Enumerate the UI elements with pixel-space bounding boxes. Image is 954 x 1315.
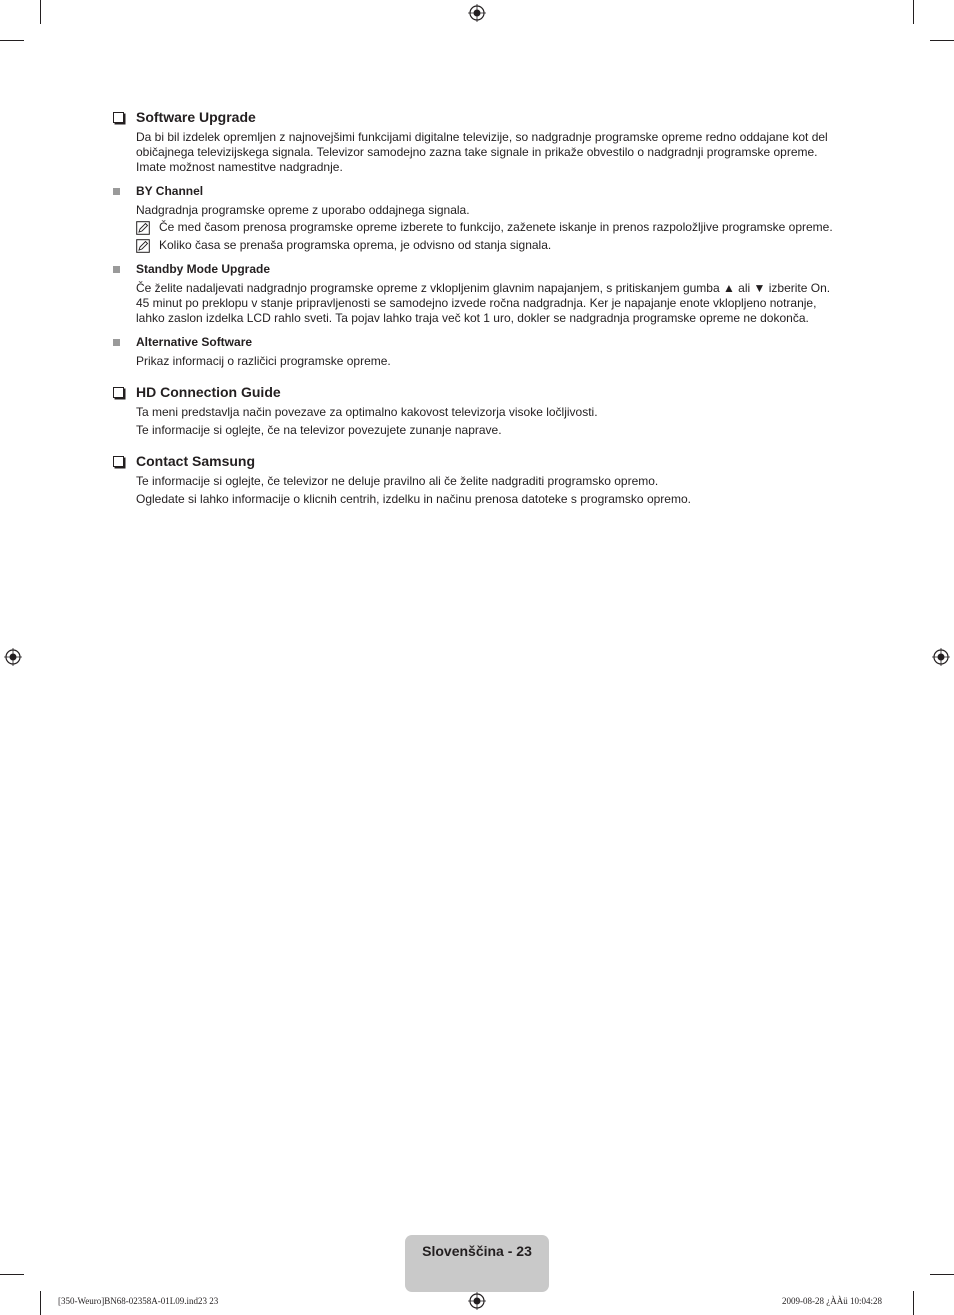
- section-title: Contact Samsung: [136, 453, 256, 469]
- square-outline-bullet-icon: [113, 456, 124, 467]
- section-heading-hd-connection-guide: [110, 383, 845, 401]
- crop-mark-bottom-left-v: [40, 1291, 41, 1315]
- registration-mark-icon: [932, 648, 950, 666]
- square-outline-bullet-icon: [113, 387, 124, 398]
- section-line: Ta meni predstavlja način povezave za optimalno kakovost televizorja visoke ločljivosti.: [136, 405, 598, 419]
- section-heading-software-upgrade: [110, 108, 845, 126]
- note-item: [136, 220, 845, 235]
- crop-mark-top-right-h: [930, 40, 954, 41]
- note-text: Če med časom prenosa programske opreme izberete to funkcijo, zaženete iskanje in prenos razpoložljive programske opreme.: [159, 220, 833, 234]
- crop-mark-top-left-v: [40, 0, 41, 24]
- subsection-text: Prikaz informacij o različici programske opreme.: [136, 354, 391, 368]
- subsection-title: Standby Mode Upgrade: [136, 262, 271, 276]
- section-line: Te informacije si oglejte, če televizor ne deluje pravilno ali če želite nadgraditi programsko opremo.: [136, 474, 659, 488]
- crop-mark-top-left-h: [0, 40, 24, 41]
- section-line: Te informacije si oglejte, če na televizor povezujete zunanje naprave.: [136, 423, 502, 437]
- crop-mark-bottom-right-h: [930, 1274, 954, 1275]
- registration-mark-icon: [4, 648, 22, 666]
- section-heading-contact-samsung: [110, 452, 845, 470]
- note-pencil-icon: [136, 239, 150, 253]
- note-pencil-icon: [136, 221, 150, 235]
- registration-mark-icon: [468, 4, 486, 22]
- print-slug-right: 2009-08-28 ¿ÀÀü 10:04:28: [782, 1296, 882, 1306]
- section-title: Software Upgrade: [136, 109, 256, 125]
- subsection-text: Nadgradnja programske opreme z uporabo oddajnega signala.: [136, 203, 470, 217]
- grey-square-bullet-icon: [113, 266, 120, 273]
- registration-mark-icon: [468, 1292, 486, 1310]
- page-number-tab: Slovenščina - 23: [405, 1235, 549, 1292]
- subsection-heading-standby-mode-upgrade: [113, 261, 845, 277]
- crop-mark-bottom-right-v: [913, 1291, 914, 1315]
- grey-square-bullet-icon: [113, 188, 120, 195]
- note-text: Koliko časa se prenaša programska oprema, je odvisno od stanja signala.: [159, 238, 552, 252]
- subsection-heading-by-channel: [113, 183, 845, 199]
- section-intro: Da bi bil izdelek opremljen z najnovejšimi funkcijami digitalne televizije, so nadgradnje programske opreme redno oddajane kot del običajnega televizijskega signala. Televizor samodejno zazna take signale in prikaže obvestilo o nadgradnji programske opreme. Imate možnost namestitve nadgradnje.: [136, 130, 828, 174]
- subsection-title: BY Channel: [136, 184, 204, 198]
- section-title: HD Connection Guide: [136, 384, 281, 400]
- note-item: [136, 238, 845, 253]
- grey-square-bullet-icon: [113, 339, 120, 346]
- print-slug-left: [350-Weuro]BN68-02358A-01L09.ind23 23: [58, 1296, 219, 1306]
- section-line: Ogledate si lahko informacije o klicnih centrih, izdelku in načinu prenosa datoteke s programsko opremo.: [136, 492, 691, 506]
- crop-mark-top-right-v: [913, 0, 914, 24]
- manual-content: [110, 108, 845, 507]
- subsection-heading-alternative-software: [113, 334, 845, 350]
- square-outline-bullet-icon: [113, 112, 124, 123]
- subsection-text: Če želite nadaljevati nadgradnjo programske opreme z vklopljenim glavnim napajanjem, s pritiskanjem gumba ▲ ali ▼ izberite On. 45 minut po preklopu v stanje pripravljenosti se samodejno izvede ročna nadgradnja. Ker je napajanje enote vklopljeno notranje, lahko zaslon izdelka LCD rahlo sveti. Ta pojav lahko traja več kot 1 uro, dokler se nadgradnja programske opreme ne dokonča.: [136, 281, 831, 325]
- subsection-title: Alternative Software: [136, 335, 253, 349]
- crop-mark-bottom-left-h: [0, 1274, 24, 1275]
